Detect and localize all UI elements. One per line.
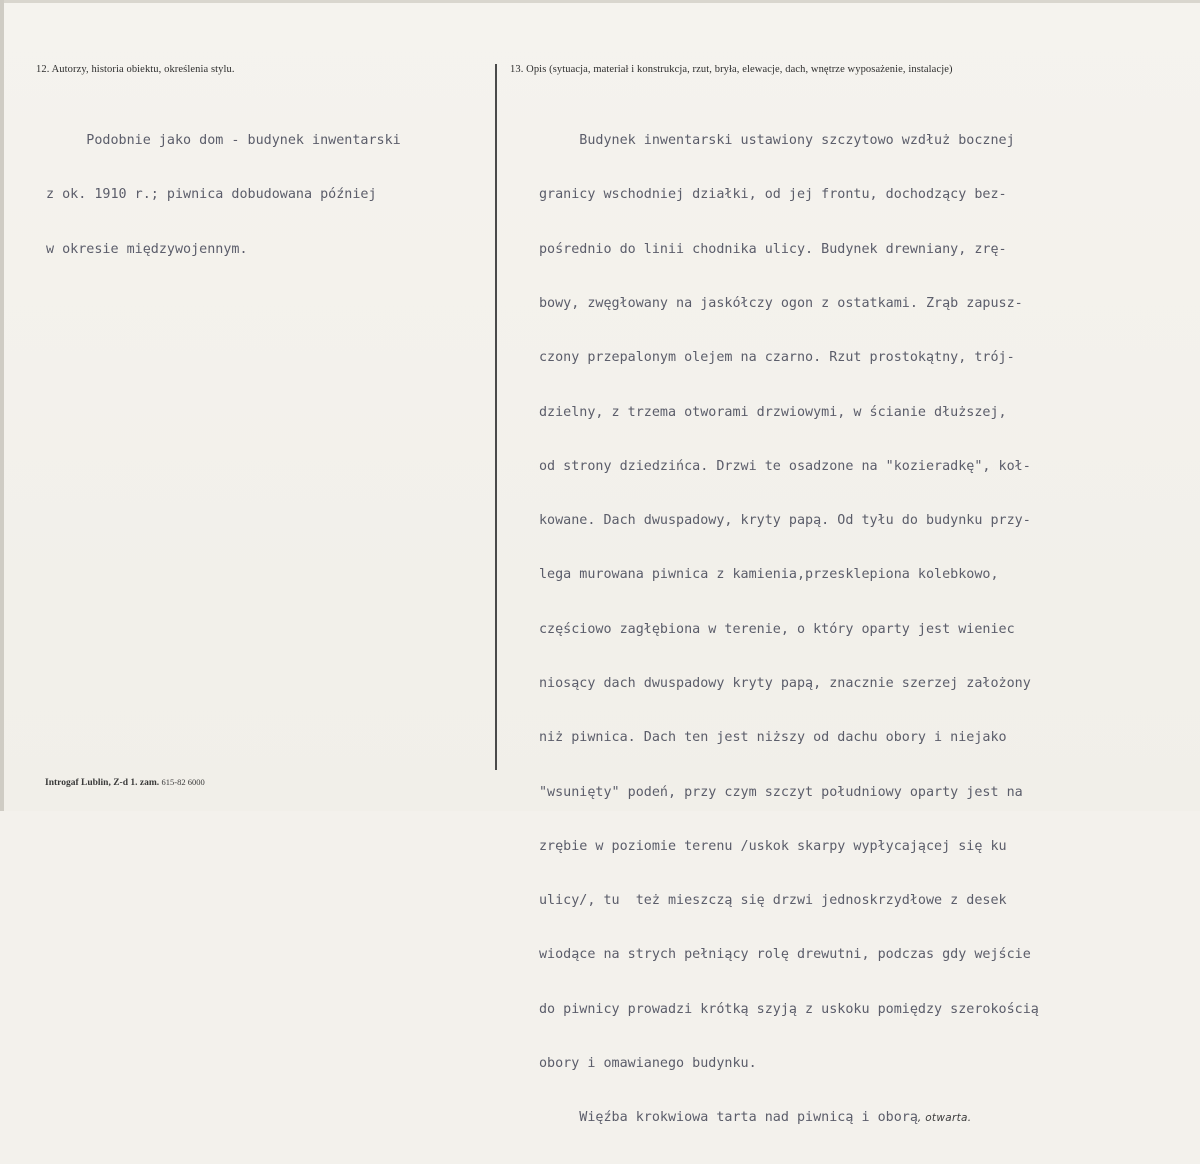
description-line: bowy, zwęgłowany na jaskółczy ogon z ostatkami. Zrąb zapusz- — [539, 296, 1023, 312]
history-text — [46, 96, 401, 295]
description-line: zrębie w poziomie terenu /uskok skarpy wypłycającej się ku — [539, 838, 1007, 854]
card-left-edge — [0, 0, 4, 811]
description-line: Budynek inwentarski ustawiony szczytowo wzdłuż bocznej — [539, 133, 1015, 149]
printer-order: 615-82 6000 — [161, 777, 205, 787]
history-line: Podobnie jako dom - budynek inwentarski — [46, 133, 401, 149]
description-line: od strony dziedzińca. Drzwi te osadzone na "kozieradkę", koł- — [539, 458, 1031, 474]
description-line: niosący dach dwuspadowy kryty papą, znacznie szerzej założony — [539, 676, 1031, 691]
description-line: czony przepalonym olejem na czarno. Rzut prostokątny, trój- — [539, 350, 1015, 366]
printer-footer — [45, 777, 205, 788]
description-line: lega murowana piwnica z kamienia,przesklepiona kolebkowo, — [539, 567, 999, 583]
description-line: "wsunięty" podeń, przy czym szczyt południowy oparty jest na — [539, 784, 1023, 800]
description-line: pośrednio do linii chodnika ulicy. Budynek drewniany, zrę- — [539, 241, 1007, 257]
description-line: obory i omawianego budynku. — [539, 1055, 757, 1071]
column-divider — [495, 64, 497, 770]
history-line: w okresie międzywojennym. — [46, 241, 248, 257]
description-line: wiodące na strych pełniący rolę drewutni, podczas gdy wejście — [539, 947, 1031, 963]
description-line: niż piwnica. Dach ten jest niższy od dachu obory i niejako — [539, 730, 1007, 746]
description-line: granicy wschodniej działki, od jej frontu, dochodzący bez- — [539, 187, 1007, 203]
description-line: ulicy/, tu też mieszczą się drzwi jednoskrzydłowe z desek — [539, 893, 1007, 909]
description-text — [539, 96, 1039, 1164]
description-line: do piwnicy prowadzi krótką szyją z uskoku pomiędzy szerokością — [539, 1001, 1039, 1017]
description-line: kowane. Dach dwuspadowy, kryty papą. Od tyłu do budynku przy- — [539, 513, 1031, 529]
description-line: dzielny, z trzema otworami drzwiowymi, w ścianie dłuższej, — [539, 404, 1007, 420]
printer-name: Introgaf Lublin, Z-d 1. zam. — [45, 778, 160, 788]
card-top-edge — [0, 0, 1200, 3]
field-13-label: 13. Opis (sytuacja, materiał i konstrukcja, rzut, bryła, elewacje, dach, wnętrze wyposażenie, instalacje) — [510, 64, 953, 75]
description-line: częściowo zagłębiona w terenie, o który oparty jest wieniec — [539, 621, 1015, 637]
field-12-label: 12. Autorzy, historia obiektu, określenia stylu. — [36, 64, 235, 75]
description-line-last — [539, 1109, 1039, 1127]
history-line: z ok. 1910 r.; piwnica dobudowana później — [46, 187, 377, 203]
handwritten-note: , otwarta. — [917, 1112, 972, 1125]
description-last-text: Więźba krokwiowa tarta nad piwnicą i oborą — [539, 1110, 918, 1126]
